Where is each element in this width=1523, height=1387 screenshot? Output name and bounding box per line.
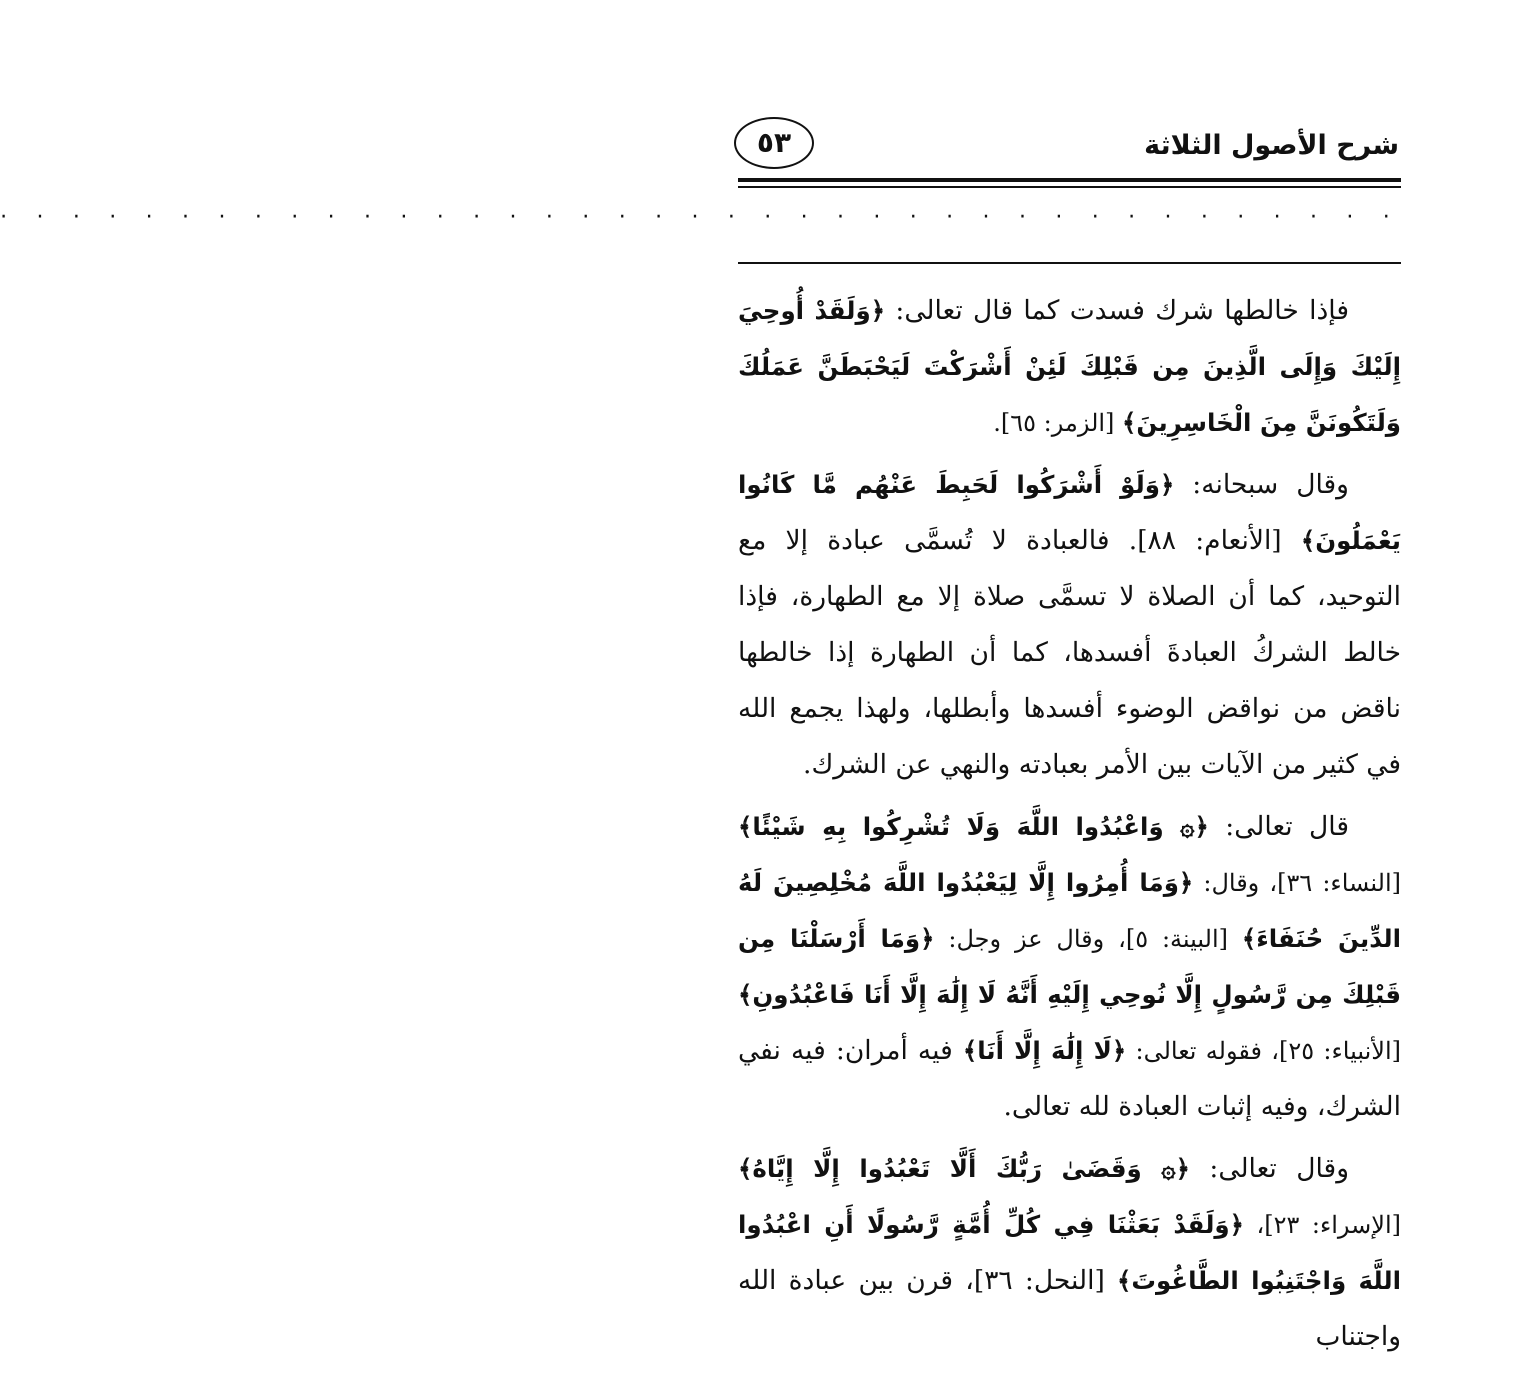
paragraph: [738, 283, 1401, 451]
quran-verse: ﴿وَمَا أُمِرُوا إِلَّا لِيَعْبُدُوا اللَّهَ مُخْلِصِينَ لَهُ الدِّينَ حُنَفَاءَ﴾: [738, 868, 1402, 953]
quran-verse: ﴿لَا إِلَٰهَ إِلَّا أَنَا﴾: [962, 1036, 1127, 1065]
quran-verse: ﴿۞ وَقَضَىٰ رَبُّكَ أَلَّا تَعْبُدُوا إِلَّا إِيَّاهُ﴾: [738, 1154, 1190, 1183]
paragraph: [738, 457, 1401, 793]
paragraph-text: قال تعالى:: [1208, 811, 1350, 842]
paragraph-text: [النحل: ٣٦]، قرن بين عبادة الله واجتناب: [738, 1265, 1401, 1352]
header-rule-thin: [738, 186, 1401, 188]
paragraph: [738, 1141, 1401, 1365]
paragraph-text: [الأنعام: ٨٨]. فالعبادة لا تُسمَّى عبادة إلا مع التوحيد، كما أن الصلاة لا تسمَّى صلاة إلا مع الطهارة، فإذا خالط الشركُ العبادةَ أفسدها، كما أن الطهارة إذا خالطها ناقض من نواقض الوضوء أفسدها وأبطلها، ولهذا يجمع الله في كثير من الآيات بين الأمر بعبادته والنهي عن الشرك.: [738, 525, 1401, 780]
quran-verse: ﴿وَلَقَدْ بَعَثْنَا فِي كُلِّ أُمَّةٍ رَّسُولًا أَنِ اعْبُدُوا اللَّهَ وَاجْتَنِبُوا الطَّاغُوتَ﴾: [738, 1210, 1401, 1295]
paragraph-text: فيه أمران: فيه نفي الشرك، وفيه إثبات العبادة لله تعالى.: [738, 1035, 1401, 1122]
quran-verse: ﴿وَلَوْ أَشْرَكُوا لَحَبِطَ عَنْهُم مَّا كَانُوا يَعْمَلُونَ﴾: [738, 470, 1401, 555]
verse-reference: [الزمر: ٦٥].: [993, 409, 1123, 437]
quran-verse: ﴿وَلَقَدْ أُوحِيَ إِلَيْكَ وَإِلَى الَّذِينَ مِن قَبْلِكَ لَئِنْ أَشْرَكْتَ لَيَحْبَطَنَّ عَمَلُكَ وَلَتَكُونَنَّ مِنَ الْخَاسِرِينَ﴾: [738, 296, 1401, 437]
page-number: ٥٣: [734, 117, 814, 169]
header-rule-thick: [738, 178, 1401, 182]
verse-reference: [الإسراء: ٢٣]،: [1243, 1211, 1401, 1239]
paragraph-text: وقال سبحانه:: [1174, 469, 1349, 500]
section-separator: [738, 262, 1401, 264]
paragraph-text: وقال تعالى:: [1190, 1153, 1349, 1184]
body-text: [738, 283, 1401, 1371]
verse-reference: [الأنبياء: ٢٥]، فقوله تعالى:: [1126, 1037, 1401, 1065]
paragraph-text: فإذا خالطها شرك فسدت كما قال تعالى:: [885, 295, 1349, 326]
quran-verse: ﴿۞ وَاعْبُدُوا اللَّهَ وَلَا تُشْرِكُوا بِهِ شَيْئًا﴾: [738, 812, 1209, 841]
dotted-divider: · · · · · · · · · · · · · · · · · · · · · · · · · · · · · · · · · · · · · · ·: [0, 205, 1401, 230]
verse-reference: [البينة: ٥]، وقال عز وجل:: [934, 925, 1242, 953]
quran-verse: ﴿وَمَا أَرْسَلْنَا مِن قَبْلِكَ مِن رَّسُولٍ إِلَّا نُوحِي إِلَيْهِ أَنَّهُ لَا إِلَٰهَ إِلَّا أَنَا فَاعْبُدُونِ﴾: [738, 924, 1401, 1009]
verse-reference: [النساء: ٣٦]، وقال:: [1193, 869, 1402, 897]
running-title: شرح الأصول الثلاثة: [1144, 130, 1399, 161]
paragraph: [738, 799, 1401, 1135]
